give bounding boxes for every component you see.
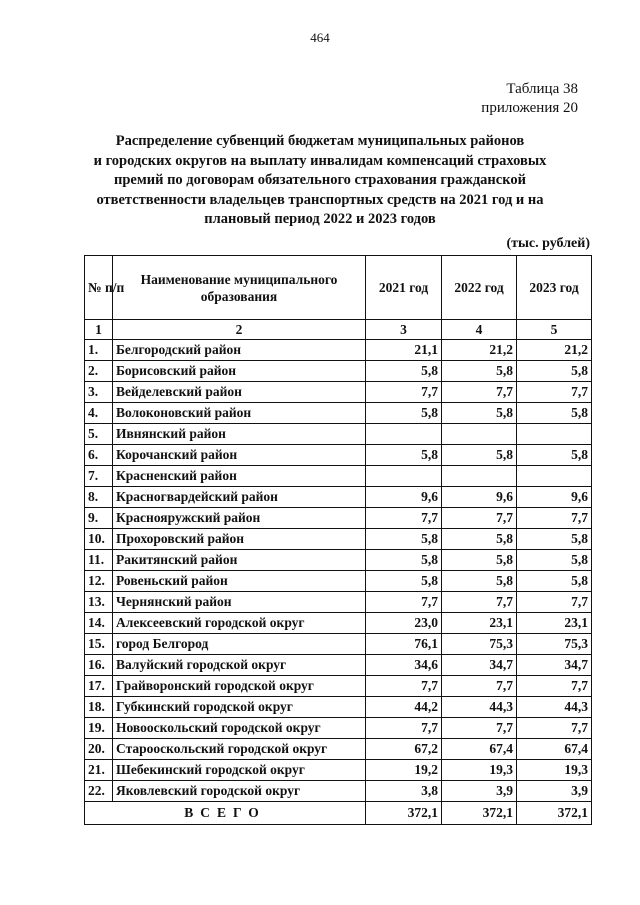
row-number: 15. [85, 634, 113, 655]
value-2023: 5,8 [517, 571, 592, 592]
value-2023: 5,8 [517, 529, 592, 550]
value-2022: 7,7 [442, 382, 517, 403]
value-2023: 23,1 [517, 613, 592, 634]
header-2022: 2022 год [442, 256, 517, 320]
row-name: Ракитянский район [113, 550, 366, 571]
table-row [85, 424, 592, 445]
row-name: Ивнянский район [113, 424, 366, 445]
value-2023: 19,3 [517, 760, 592, 781]
value-2022: 5,8 [442, 445, 517, 466]
row-number: 8. [85, 487, 113, 508]
value-2022 [442, 466, 517, 487]
value-2022: 19,3 [442, 760, 517, 781]
row-name: Яковлевский городской округ [113, 781, 366, 802]
value-2023: 21,2 [517, 340, 592, 361]
row-number: 10. [85, 529, 113, 550]
total-2023: 372,1 [517, 802, 592, 825]
value-2023: 5,8 [517, 445, 592, 466]
value-2021: 3,8 [366, 781, 442, 802]
table-row [85, 529, 592, 550]
row-number: 1. [85, 340, 113, 361]
value-2022: 23,1 [442, 613, 517, 634]
value-2022: 7,7 [442, 508, 517, 529]
subsidy-table [84, 255, 592, 825]
value-2021: 5,8 [366, 550, 442, 571]
value-2022: 5,8 [442, 571, 517, 592]
value-2022: 44,3 [442, 697, 517, 718]
table-number: Таблица 38 [506, 81, 578, 97]
value-2023: 7,7 [517, 592, 592, 613]
row-number: 17. [85, 676, 113, 697]
column-index-row [85, 320, 592, 340]
row-number: 12. [85, 571, 113, 592]
value-2023: 7,7 [517, 382, 592, 403]
value-2022: 67,4 [442, 739, 517, 760]
value-2021 [366, 424, 442, 445]
header-row [85, 256, 592, 320]
row-name: Чернянский район [113, 592, 366, 613]
header-2021: 2021 год [366, 256, 442, 320]
row-number: 16. [85, 655, 113, 676]
value-2022: 5,8 [442, 550, 517, 571]
value-2023: 5,8 [517, 550, 592, 571]
value-2023: 5,8 [517, 403, 592, 424]
value-2022: 7,7 [442, 718, 517, 739]
title-line: ответственности владельцев транспортных средств на 2021 год и на [96, 191, 544, 208]
value-2023: 44,3 [517, 697, 592, 718]
row-name: Прохоровский район [113, 529, 366, 550]
row-name: Корочанский район [113, 445, 366, 466]
value-2021: 5,8 [366, 571, 442, 592]
value-2021: 23,0 [366, 613, 442, 634]
row-number: 18. [85, 697, 113, 718]
title-line: Распределение субвенций бюджетам муниципальных районов [115, 133, 525, 149]
row-number: 6. [85, 445, 113, 466]
row-number: 2. [85, 361, 113, 382]
header-num: № п/п [85, 256, 113, 320]
column-index: 5 [517, 320, 592, 340]
table-row [85, 760, 592, 781]
value-2021: 5,8 [366, 403, 442, 424]
value-2023: 34,7 [517, 655, 592, 676]
value-2023: 75,3 [517, 634, 592, 655]
table-row [85, 571, 592, 592]
column-index: 2 [113, 320, 366, 340]
value-2022: 34,7 [442, 655, 517, 676]
row-number: 11. [85, 550, 113, 571]
value-2022: 9,6 [442, 487, 517, 508]
value-2022 [442, 424, 517, 445]
value-2021: 7,7 [366, 592, 442, 613]
value-2021: 34,6 [366, 655, 442, 676]
value-2023: 67,4 [517, 739, 592, 760]
row-name: Краснояружский район [113, 508, 366, 529]
header-2023: 2023 год [517, 256, 592, 320]
total-label: ВСЕГО [85, 802, 366, 825]
total-2021: 372,1 [366, 802, 442, 825]
table-row [85, 655, 592, 676]
row-number: 13. [85, 592, 113, 613]
table-row [85, 592, 592, 613]
row-name: Алексеевский городской округ [113, 613, 366, 634]
table-row [85, 676, 592, 697]
page-number: 464 [310, 30, 330, 45]
appendix-number: приложения 20 [481, 100, 578, 116]
row-name: Волоконовский район [113, 403, 366, 424]
value-2021: 19,2 [366, 760, 442, 781]
row-name: Белгородский район [113, 340, 366, 361]
document-title [70, 132, 570, 230]
total-2022: 372,1 [442, 802, 517, 825]
table-row [85, 340, 592, 361]
value-2022: 5,8 [442, 529, 517, 550]
row-number: 3. [85, 382, 113, 403]
row-number: 14. [85, 613, 113, 634]
value-2023: 7,7 [517, 676, 592, 697]
value-2021 [366, 466, 442, 487]
value-2021: 7,7 [366, 676, 442, 697]
value-2023: 9,6 [517, 487, 592, 508]
table-row [85, 466, 592, 487]
row-number: 21. [85, 760, 113, 781]
row-number: 5. [85, 424, 113, 445]
title-line: премий по договорам обязательного страхования гражданской [114, 172, 526, 189]
value-2023: 3,9 [517, 781, 592, 802]
row-name: Ровеньский район [113, 571, 366, 592]
table-row [85, 739, 592, 760]
value-2022: 5,8 [442, 361, 517, 382]
row-name: Губкинский городской округ [113, 697, 366, 718]
row-number: 20. [85, 739, 113, 760]
row-name: Борисовский район [113, 361, 366, 382]
row-name: Валуйский городской округ [113, 655, 366, 676]
value-2023 [517, 466, 592, 487]
value-2023: 7,7 [517, 718, 592, 739]
row-name: Вейделевский район [113, 382, 366, 403]
table-row [85, 781, 592, 802]
row-number: 4. [85, 403, 113, 424]
value-2022: 7,7 [442, 592, 517, 613]
row-name: город Белгород [113, 634, 366, 655]
value-2021: 67,2 [366, 739, 442, 760]
row-number: 22. [85, 781, 113, 802]
value-2023: 5,8 [517, 361, 592, 382]
header-name: Наименование муниципального образования [113, 256, 366, 320]
title-line: плановый период 2022 и 2023 годов [204, 211, 436, 228]
value-2021: 7,7 [366, 508, 442, 529]
row-number: 7. [85, 466, 113, 487]
table-row [85, 718, 592, 739]
value-2021: 76,1 [366, 634, 442, 655]
column-index: 4 [442, 320, 517, 340]
value-2021: 5,8 [366, 361, 442, 382]
table-row [85, 403, 592, 424]
table-row [85, 634, 592, 655]
row-name: Красногвардейский район [113, 487, 366, 508]
table-row [85, 487, 592, 508]
value-2021: 9,6 [366, 487, 442, 508]
value-2021: 21,1 [366, 340, 442, 361]
row-name: Грайворонский городской округ [113, 676, 366, 697]
value-2021: 5,8 [366, 445, 442, 466]
table-row [85, 445, 592, 466]
value-2021: 44,2 [366, 697, 442, 718]
row-name: Красненский район [113, 466, 366, 487]
table-row [85, 508, 592, 529]
row-name: Старооскольский городской округ [113, 739, 366, 760]
value-2022: 7,7 [442, 676, 517, 697]
value-2023: 7,7 [517, 508, 592, 529]
units-label: (тыс. рублей) [506, 236, 590, 251]
column-index: 1 [85, 320, 113, 340]
row-name: Новооскольский городской округ [113, 718, 366, 739]
table-row [85, 550, 592, 571]
value-2022: 5,8 [442, 403, 517, 424]
row-name: Шебекинский городской округ [113, 760, 366, 781]
value-2021: 5,8 [366, 529, 442, 550]
table-row [85, 613, 592, 634]
total-row [85, 802, 592, 825]
table-reference [481, 80, 578, 118]
table-row [85, 361, 592, 382]
value-2022: 75,3 [442, 634, 517, 655]
row-number: 19. [85, 718, 113, 739]
title-line: и городских округов на выплату инвалидам компенсаций страховых [93, 152, 547, 169]
value-2021: 7,7 [366, 718, 442, 739]
value-2021: 7,7 [366, 382, 442, 403]
value-2022: 3,9 [442, 781, 517, 802]
row-number: 9. [85, 508, 113, 529]
table-row [85, 697, 592, 718]
value-2022: 21,2 [442, 340, 517, 361]
value-2023 [517, 424, 592, 445]
column-index: 3 [366, 320, 442, 340]
table-row [85, 382, 592, 403]
